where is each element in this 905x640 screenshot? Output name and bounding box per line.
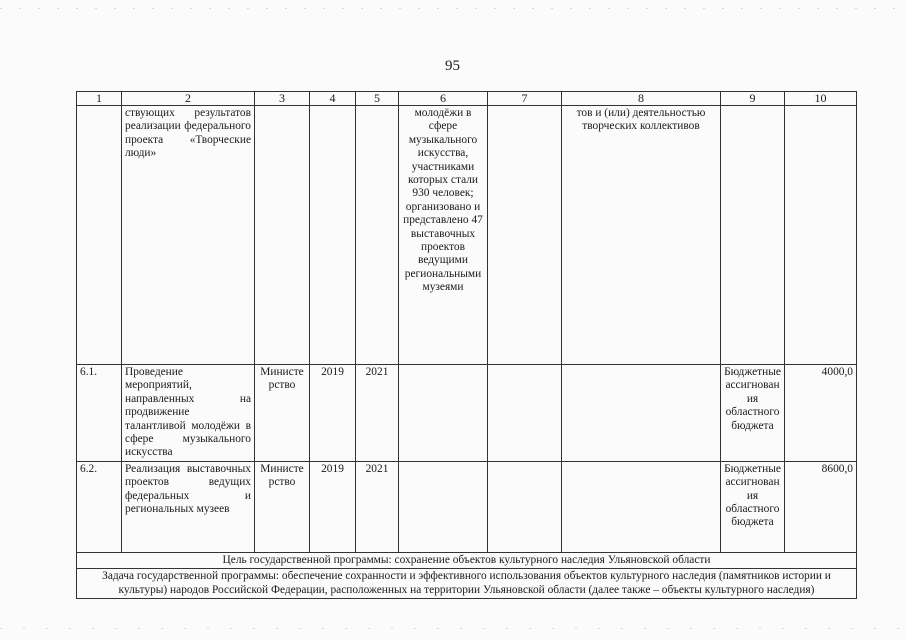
row-amount: 4000,0 [785, 365, 857, 462]
column-number: 5 [356, 92, 399, 106]
row-name: Реализация выставочных проектов ведущих федеральных и региональных музеев [122, 461, 255, 552]
program-task: Задача государственной программы: обеспечение сохранности и эффективного использования объектов культурного наследия (памятников истории и культуры) народов Российской Федерации, расположенных на территории Ульяновской области (далее также – объекты культурного наследия) [77, 569, 857, 599]
row-result [399, 365, 488, 462]
row-start-year: 2019 [310, 365, 356, 462]
cell-executor [255, 106, 310, 365]
row-name: Проведение мероприятий, направленных на продвижение талантливой молодёжи в сфере музыкального искусства [122, 365, 255, 462]
cell-num [77, 106, 122, 365]
cell-col7 [488, 106, 562, 365]
column-number: 8 [562, 92, 721, 106]
page-number: 95 [445, 58, 460, 74]
row-executor: Министерство [255, 461, 310, 552]
row-col8 [562, 461, 721, 552]
column-number: 9 [721, 92, 785, 106]
row-end-year: 2021 [356, 461, 399, 552]
column-number: 10 [785, 92, 857, 106]
scan-artifact-bottom [0, 628, 905, 629]
row-number: 6.2. [77, 461, 122, 552]
cell-name: ствующих результатов реализации федерального проекта «Творческие люди» [122, 106, 255, 365]
column-number: 1 [77, 92, 122, 106]
column-number: 2 [122, 92, 255, 106]
row-result [399, 461, 488, 552]
continuation-row [77, 106, 857, 365]
table-row [77, 461, 857, 552]
row-executor: Министерство [255, 365, 310, 462]
column-number-row [77, 92, 857, 106]
column-number: 3 [255, 92, 310, 106]
row-funding-source: Бюджетные ассигнования областного бюджета [721, 461, 785, 552]
column-number: 4 [310, 92, 356, 106]
cell-source [721, 106, 785, 365]
row-start-year: 2019 [310, 461, 356, 552]
task-row [77, 569, 857, 599]
row-col7 [488, 461, 562, 552]
row-number: 6.1. [77, 365, 122, 462]
scan-artifact-top [0, 8, 905, 9]
column-number: 6 [399, 92, 488, 106]
row-amount: 8600,0 [785, 461, 857, 552]
table-row [77, 365, 857, 462]
column-number: 7 [488, 92, 562, 106]
row-col7 [488, 365, 562, 462]
cell-end [356, 106, 399, 365]
row-col8 [562, 365, 721, 462]
cell-start [310, 106, 356, 365]
row-end-year: 2021 [356, 365, 399, 462]
cell-result: молодёжи в сфере музыкального искусства, участниками которых стали 930 человек; организовано и представлено 47 выставочных проектов ведущими региональными музеями [399, 106, 488, 365]
program-goal: Цель государственной программы: сохранение объектов культурного наследия Ульяновской области [77, 552, 857, 568]
goal-row [77, 552, 857, 568]
program-table [76, 91, 857, 599]
cell-amount [785, 106, 857, 365]
cell-col8: тов и (или) деятельностью творческих коллективов [562, 106, 721, 365]
row-funding-source: Бюджетные ассигнования областного бюджета [721, 365, 785, 462]
